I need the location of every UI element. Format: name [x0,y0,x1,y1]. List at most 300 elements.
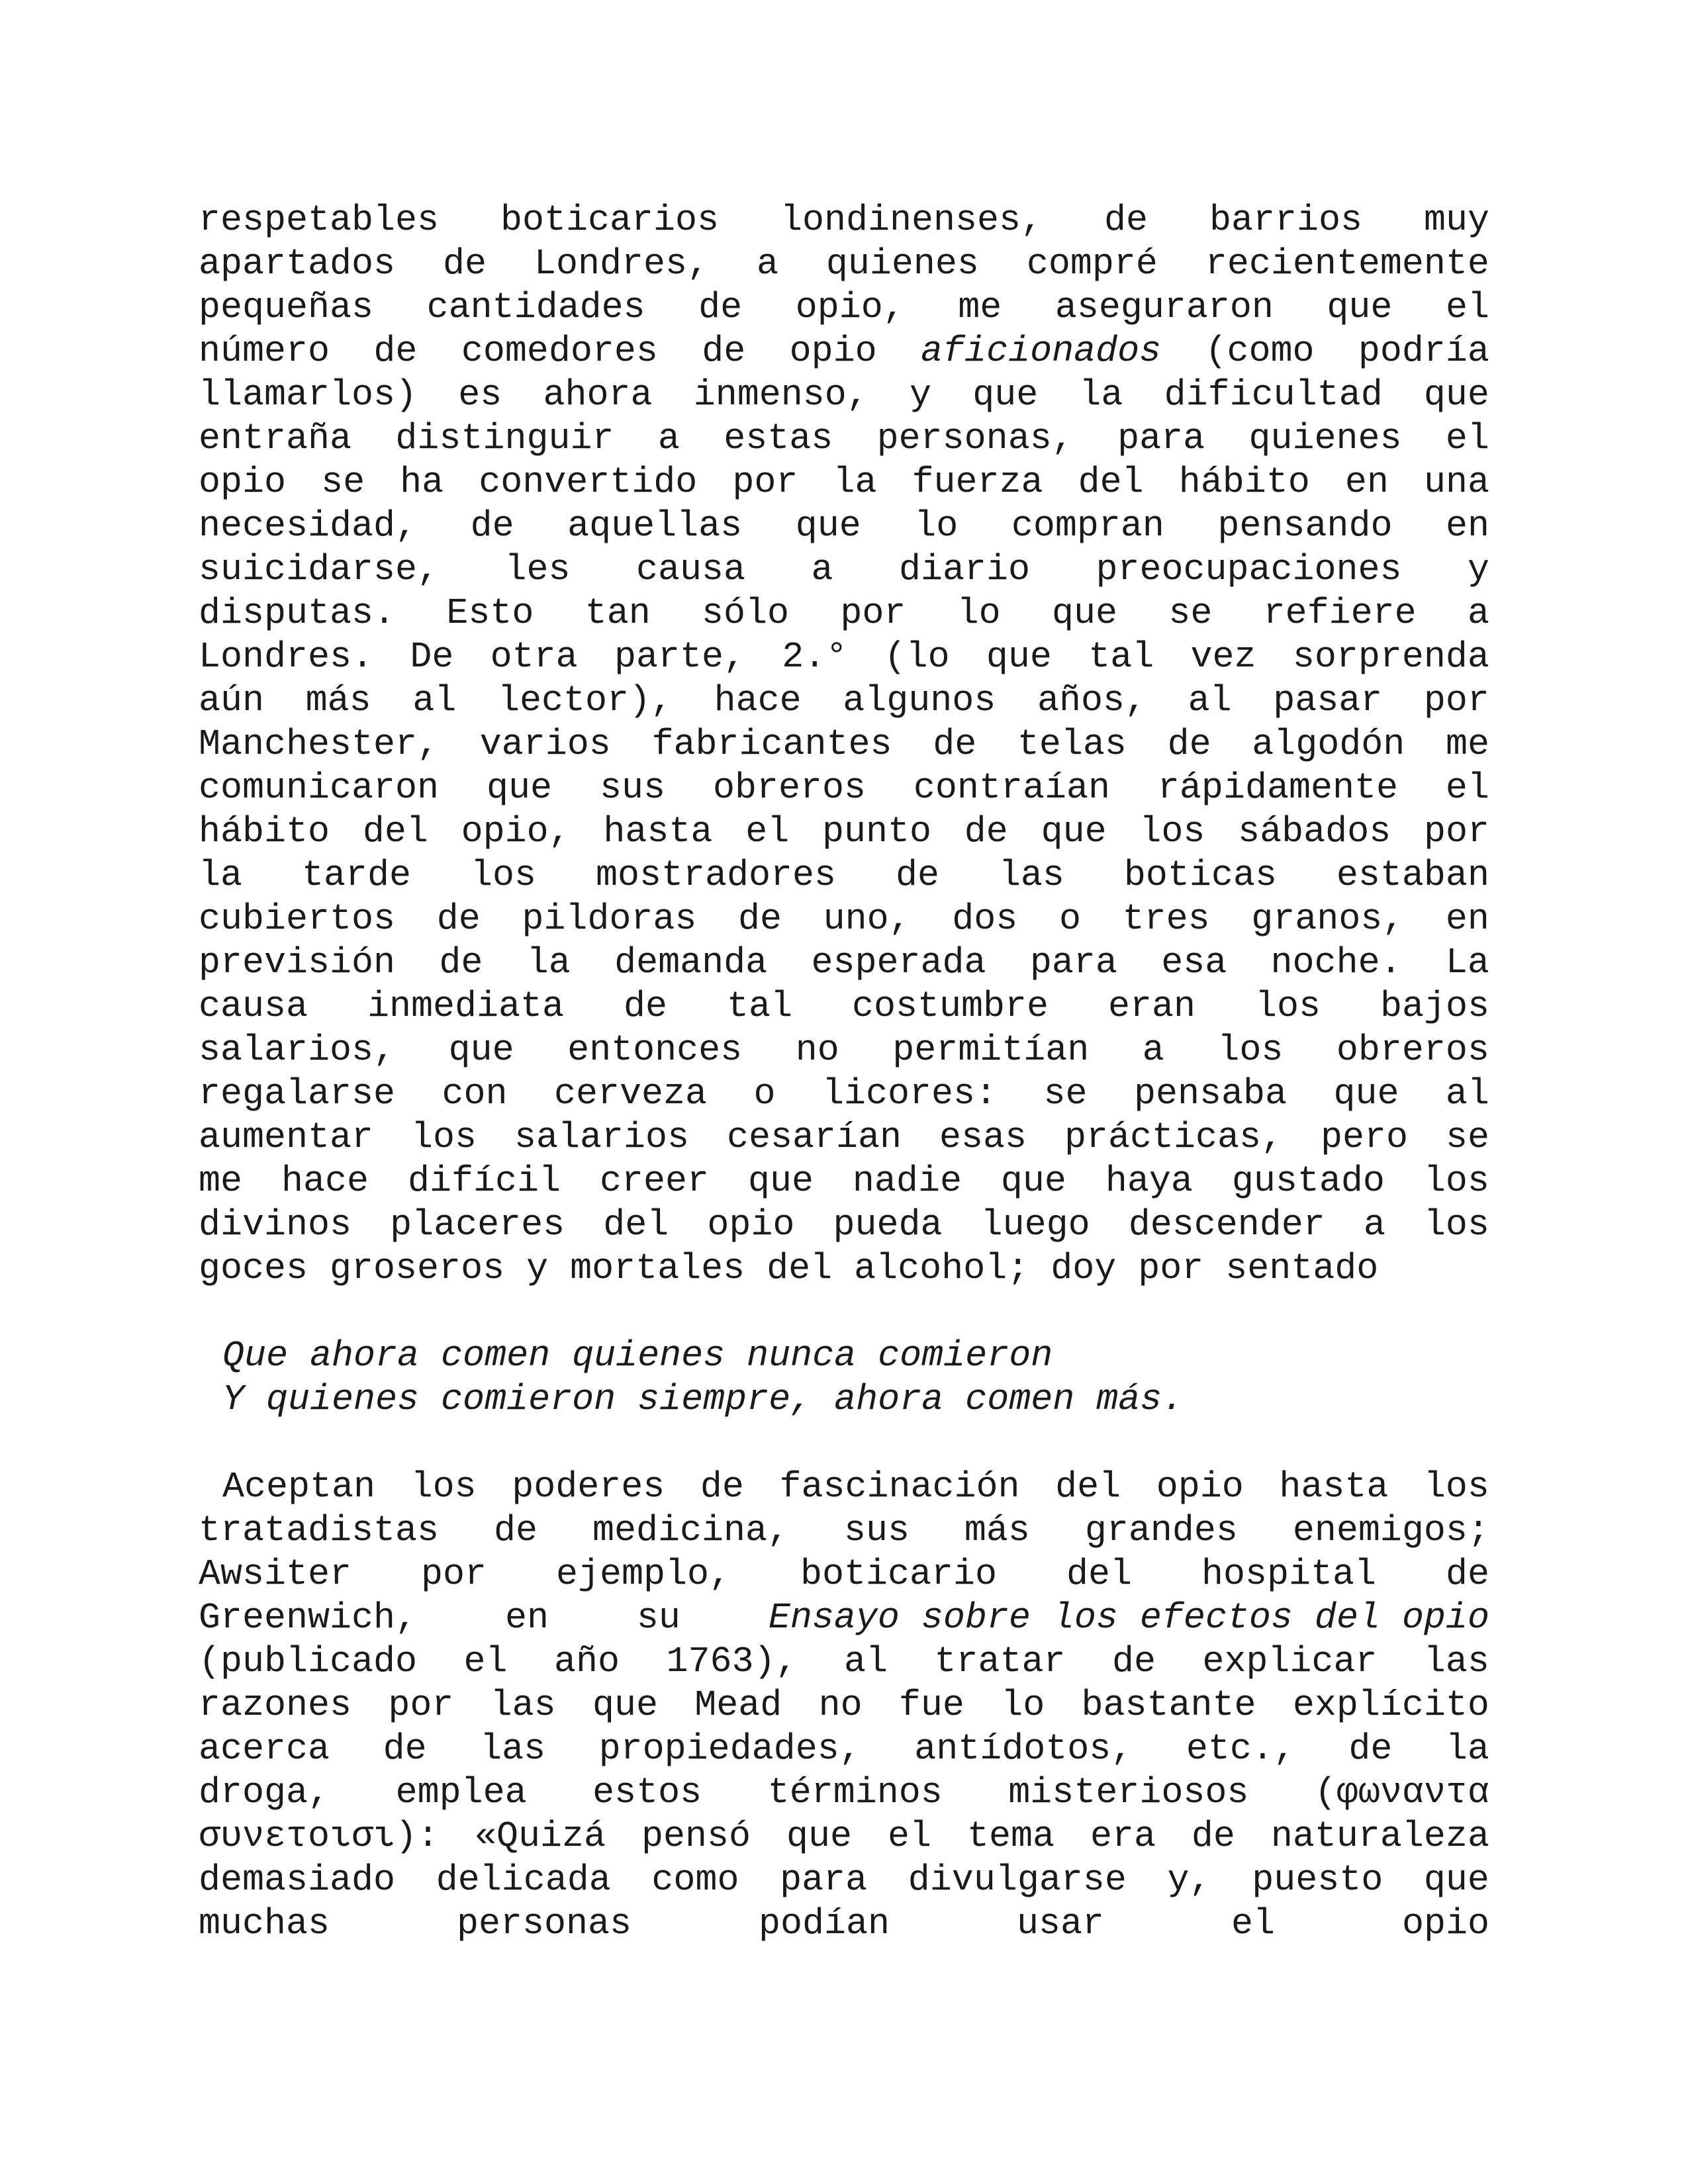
word: del [1055,1466,1121,1508]
word: bajos [1380,985,1489,1027]
word: esa [1161,942,1227,983]
word: por [732,461,798,503]
word: propiedades, [598,1728,861,1770]
word: número [199,330,330,372]
word: suicidarse, [199,549,440,590]
word: lo [1001,1684,1045,1726]
word: boticario [800,1553,998,1595]
word: su [636,1597,680,1639]
word: «Quizá [475,1815,606,1857]
word: a [756,243,778,285]
word: que [747,1160,814,1202]
word: pero [1320,1116,1409,1158]
word: tarde [301,854,411,896]
word: bastante [1081,1684,1256,1726]
text-line [199,635,1489,679]
word: del [1066,1553,1133,1595]
word: medicina, [592,1510,790,1551]
word: opio, [795,287,905,328]
word: diario [898,549,1030,590]
word: La [1445,942,1489,983]
text-line [199,1858,1489,1902]
word: de [933,723,977,765]
word: convertido [479,461,698,503]
word: los [410,1466,477,1508]
word: de [1445,1553,1489,1595]
word: que [448,1029,514,1071]
word: los [411,1116,477,1158]
word: algunos [843,680,996,721]
word: divinos [199,1204,352,1246]
word: misteriosos [1008,1772,1249,1813]
word: cerveza [554,1073,708,1115]
word: previsión [199,942,396,983]
word: disputas. [199,592,396,634]
word: divulgarse [908,1859,1127,1901]
word: los [470,854,536,896]
text-line [199,461,1489,504]
word: el [1445,418,1489,459]
word: que [487,767,553,809]
word: la [833,461,877,503]
word: las [480,1728,546,1770]
word: costumbre [851,985,1049,1027]
word: la [526,942,571,983]
word: de [702,330,746,372]
text-line [199,941,1489,985]
word: los [1139,811,1205,852]
word: que [1000,1160,1066,1202]
word: de [383,1728,427,1770]
word: la [199,854,243,896]
word: recientemente [1205,243,1489,285]
word: opio [1156,1466,1244,1508]
word: de [1191,1815,1235,1857]
word: de [1104,199,1149,241]
word: puesto [1252,1859,1383,1901]
word: droga, [199,1772,330,1813]
word: antídotos, [914,1728,1133,1770]
word: tal [1088,636,1154,678]
word: Awsiter [199,1553,352,1595]
word: tal [726,985,792,1027]
word: haya [1105,1160,1193,1202]
word: tres [1122,898,1210,940]
word: algodón [1252,723,1405,765]
word: mostradores [595,854,836,896]
word: rápidamente [1157,767,1398,809]
word: que [986,636,1052,678]
word: fascinación [779,1466,1020,1508]
word: Aceptan [222,1466,376,1508]
word: les [504,549,571,590]
word: pildoras [522,898,697,940]
word: a [1142,1029,1164,1071]
word: comedores [461,330,658,372]
word: permitían [892,1029,1090,1071]
word: causa [199,985,308,1027]
word: de [494,1510,538,1551]
text-line [199,1771,1489,1815]
word: por [421,1553,487,1595]
text-line [199,1815,1489,1858]
word: Esto [446,592,534,634]
word: naturaleza [1270,1815,1489,1857]
word: hace [281,1160,369,1202]
word: hábito [1178,461,1310,503]
word: respetables [199,199,440,241]
word: obreros [1336,1029,1489,1071]
word: era [1090,1815,1156,1857]
word: Mead [694,1684,782,1726]
word: Greenwich, [199,1597,418,1639]
word: esperada [811,942,986,983]
text-line [199,1160,1489,1203]
word: De [410,636,454,678]
word: boticarios [500,199,720,241]
word: muy [1423,199,1489,241]
word: tratadistas [199,1510,440,1551]
word: (como [1205,330,1315,372]
word: que [1423,374,1489,416]
word: pueda [833,1204,943,1246]
word: contraían [913,767,1110,809]
word: una [1423,461,1489,503]
word: otra [490,636,578,678]
word: poderes [512,1466,665,1508]
text-line [199,985,1489,1028]
word: entraña [199,418,352,459]
word: me [199,1160,243,1202]
word: de [964,811,1008,852]
word: ahora [543,374,653,416]
word: de [738,898,782,940]
word: aumentar [199,1116,374,1158]
word: que [786,1815,853,1857]
italic-word: Ensayo sobre los efectos del opio [768,1597,1489,1639]
word: por [388,1684,454,1726]
word: de [624,985,668,1027]
word: fuerza [912,461,1043,503]
word: el [1445,767,1489,809]
word: ha [400,461,444,503]
word: difícil [407,1160,561,1202]
word: estas [724,418,833,459]
word: obreros [712,767,866,809]
word: me [1445,723,1489,765]
word: de [436,898,481,940]
text-line [199,1684,1489,1727]
text-line [199,766,1489,810]
word: placeres [390,1204,565,1246]
word: el [1231,1903,1275,1944]
word: tratar [934,1641,1066,1682]
word: lo [914,505,959,547]
word: delicada [436,1859,611,1901]
word: cantidades [426,287,645,328]
word: año [553,1641,620,1682]
word: dos [952,898,1018,940]
word: los [1423,1160,1489,1202]
word: que [1327,287,1393,328]
word: tema [966,1815,1055,1857]
word: refiere [1263,592,1417,634]
word: telas [1017,723,1127,765]
word: hasta [603,811,713,852]
word: muchas [199,1903,330,1944]
word: vez [1190,636,1256,678]
word: usar [1017,1903,1105,1944]
word: cubiertos [199,898,396,940]
text-line [199,1203,1489,1247]
word: descender [1128,1204,1325,1246]
word: y, [1167,1859,1211,1901]
word: en [1445,505,1489,547]
word: lo [957,592,1001,634]
word: que [1051,592,1118,634]
word: pequeñas [199,287,374,328]
word: Londres. [199,636,374,678]
italic-word: aficionados [921,330,1162,372]
word: podría [1358,330,1489,372]
word: Londres, [534,243,709,285]
word: para [780,1859,868,1901]
word: συνετοισι): [199,1815,440,1857]
word: el [1445,287,1489,328]
text-line [199,679,1489,723]
text-line [222,1465,1489,1509]
text-line [199,548,1489,592]
word: que [592,1684,658,1726]
word: de [1111,1641,1156,1682]
word: uno, [823,898,911,940]
word: necesidad, [199,505,418,547]
word: los [1423,1204,1489,1246]
word: inmediata [367,985,565,1027]
word: como [651,1859,739,1901]
word: y [1467,549,1489,590]
word: términos [767,1772,943,1813]
word: más [305,680,371,721]
verse-line: Que ahora comen quienes nunca comieron [222,1335,1053,1377]
word: (lo [884,636,950,678]
word: pasar [1273,680,1383,721]
word: hace [714,680,802,721]
word: al [412,680,457,721]
text-line [199,1509,1489,1553]
word: etc., [1186,1728,1295,1770]
word: pensando [1217,505,1393,547]
word: en [1445,898,1489,940]
word: el [887,1815,931,1857]
word: 1763), [666,1641,798,1682]
word: (publicado [199,1641,418,1682]
text-line [199,1028,1489,1072]
word: explicar [1202,1641,1378,1682]
word: demanda [614,942,768,983]
word: en [504,1597,549,1639]
text-line [199,1072,1489,1116]
word: la [1445,1728,1489,1770]
word: de [470,505,514,547]
text-line [199,592,1489,635]
word: se [1445,1116,1489,1158]
word: luego [980,1204,1090,1246]
word: distinguir [395,418,614,459]
word: de [698,287,743,328]
word: varios [479,723,611,765]
word: pensaba [1133,1073,1287,1115]
word: acerca [199,1728,330,1770]
word: personas [457,1903,632,1944]
word: de [373,330,418,372]
word: eran [1107,985,1196,1027]
word: el [463,1641,508,1682]
text-line [199,810,1489,854]
word: de [1348,1728,1393,1770]
word: del [603,1204,669,1246]
word: no [818,1684,863,1726]
word: personas, [876,418,1074,459]
word: de [895,854,939,896]
word: años, [1037,680,1147,721]
text-line [199,504,1489,548]
word: creer [599,1160,709,1202]
word: podían [759,1903,890,1944]
text-line [199,1116,1489,1160]
word: no [795,1029,839,1071]
word: preocupaciones [1096,549,1402,590]
word: prácticas, [1064,1116,1284,1158]
word: a [1363,1204,1385,1246]
word: ejemplo, [555,1553,731,1595]
verse-line: Y quienes comieron siempre, ahora comen más. [222,1379,1184,1420]
word: que [1423,1859,1489,1901]
word: estaban [1336,854,1489,896]
text-line [199,199,1489,242]
word: sus [843,1510,910,1551]
word: grandes [1084,1510,1238,1551]
word: que [1333,1073,1399,1115]
word: 2.° [782,636,848,678]
word: pensó [641,1815,751,1857]
word: emplea [395,1772,527,1813]
word: fabricantes [651,723,892,765]
word: que [972,374,1039,416]
text-line [199,1553,1489,1596]
word: quienes [1248,418,1402,459]
text-line [199,242,1489,286]
text-line [199,897,1489,941]
word: los [1254,985,1321,1027]
text-line [199,854,1489,897]
word: a [1467,592,1489,634]
word: por [1423,811,1489,852]
word: se [1168,592,1213,634]
word: Manchester, [199,723,440,765]
word: cesarían [726,1116,902,1158]
text-line [199,1596,1489,1640]
word: en [1344,461,1389,503]
word: al [1188,680,1232,721]
word: (φωναντα [1314,1772,1489,1813]
text-line [199,723,1489,766]
word: sorprenda [1292,636,1489,678]
word: compré [1026,243,1158,285]
word: sólo [702,592,790,634]
word: con [442,1073,508,1115]
word: que [1041,811,1107,852]
word: se [1043,1073,1088,1115]
word: lector), [497,680,673,721]
word: los [1217,1029,1284,1071]
word: inmenso, [693,374,868,416]
word: los [1423,1466,1489,1508]
word: parte, [614,636,745,678]
word: al [1445,1073,1489,1115]
word: me [958,287,1002,328]
word: gustado [1231,1160,1385,1202]
word: barrios [1209,199,1363,241]
word: más [964,1510,1030,1551]
word: salarios [514,1116,690,1158]
word: las [998,854,1064,896]
word: licores: [821,1073,998,1115]
word: punto [821,811,932,852]
word: del [1078,461,1144,503]
word: aún [199,680,265,721]
word: sábados [1238,811,1391,852]
word: entonces [567,1029,743,1071]
word: que [795,505,861,547]
text-line [199,1902,1489,1946]
word: noche. [1270,942,1402,983]
text-line: goces groseros y mortales del alcohol; doy por sentado [199,1248,1379,1289]
text-line [199,1640,1489,1684]
word: causa [636,549,746,590]
word: al [843,1641,888,1682]
word: regalarse [199,1073,396,1115]
word: para [1117,418,1205,459]
word: de [439,942,483,983]
word: el [745,811,790,852]
word: demasiado [199,1859,396,1901]
text-line [199,286,1489,330]
word: de [443,243,487,285]
word: la [1079,374,1123,416]
word: a [811,549,833,590]
word: de [1167,723,1211,765]
word: apartados [199,243,396,285]
word: hospital [1201,1553,1377,1595]
word: quienes [825,243,979,285]
word: sus [599,767,665,809]
word: por [1423,680,1489,721]
word: y [909,374,931,416]
word: por [840,592,906,634]
word: aquellas [567,505,743,547]
word: nadie [852,1160,962,1202]
word: para [1029,942,1117,983]
word: se [321,461,365,503]
word: del [362,811,428,852]
word: esas [939,1116,1027,1158]
word: las [1423,1641,1489,1682]
word: hábito [199,811,330,852]
word: salarios, [199,1029,396,1071]
word: opio [789,330,877,372]
word: aseguraron [1055,287,1274,328]
